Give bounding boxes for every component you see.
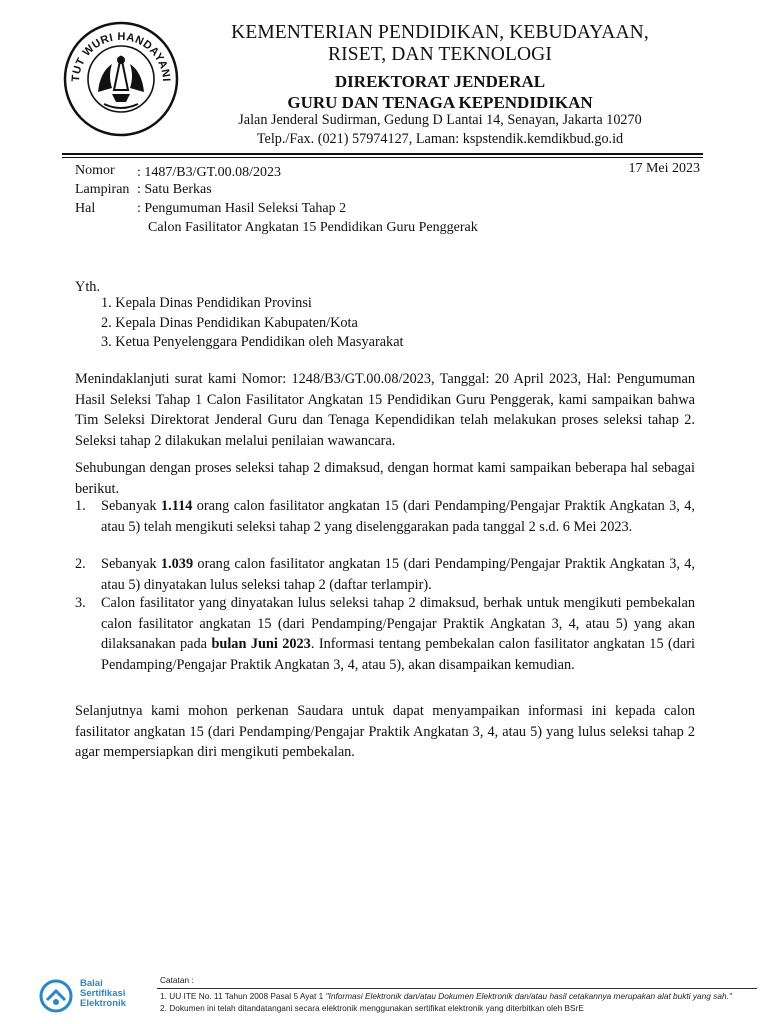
letter-date: 17 Mei 2023 [628,161,700,176]
paragraph-intro: Menindaklanjuti surat kami Nomor: 1248/B3/GT.00.08/2023, Tanggal: 20 April 2023, Hal: Pengumuman Hasil Seleksi Tahap 1 Calon Fasilitator Angkatan 15 Pendidikan Guru Penggerak, kami sampaikan bahwa Tim Seleksi Direktorat Jenderal Guru dan Tenaga Kependidikan telah melakukan proses seleksi tahap 2. Seleksi tahap 2 dilakukan melalui penilaian wawancara. [75,371,695,449]
address-line: Jalan Jenderal Sudirman, Gedung D Lantai 14, Senayan, Jakarta 10270 [238,112,642,128]
point-item-2: Sebanyak 1.039 orang calon fasilitator angkatan 15 (dari Pendamping/Pengajar Praktik Angkatan 3, 4, atau 5) dinyatakan lulus seleksi tahap 2 (daftar terlampir). [101,556,695,593]
nomor-label: Nomor [75,163,115,178]
contact-line: Telp./Fax. (021) 57974127, Laman: kspstendik.kemdikbud.go.id [256,131,624,147]
footer-divider [157,988,757,989]
point-number: 3. [75,595,86,611]
paragraph-context: Sehubungan dengan proses seleksi tahap 2 dimaksud, dengan hormat kami sampaikan beberapa hal sebagai berikut. [75,460,695,497]
recipient-item: 3. Ketua Penyelenggara Pendidikan oleh Masyarakat [101,334,404,350]
letterhead-divider-thick [62,153,703,155]
bsre-name [80,979,126,1009]
ministry-line-1: KEMENTERIAN PENDIDIKAN, KEBUDAYAAN, [231,22,649,43]
directorate-name [190,71,690,113]
letterhead-divider-thin [62,157,703,158]
nomor-value: : 1487/B3/GT.00.08/2023 [137,165,282,180]
point-number: 1. [75,498,86,514]
ministry-line-2: RISET, DAN TEKNOLOGI [328,44,552,65]
bsre-line: Sertifikasi [80,988,126,999]
point-number: 2. [75,556,86,572]
directorate-line-1: DIREKTORAT JENDERAL [334,72,546,91]
hal-label: Hal [75,201,96,216]
hal-value-continued: Calon Fasilitator Angkatan 15 Pendidikan Guru Penggerak [148,220,478,235]
recipient-item: 2. Kepala Dinas Pendidikan Kabupaten/Kota [101,315,358,331]
bsre-line: Elektronik [80,998,126,1009]
training-month: bulan Juni 2023 [211,636,311,653]
hal-value: : Pengumuman Hasil Seleksi Tahap 2 [137,201,347,216]
lampiran-label: Lampiran [75,182,130,197]
lampiran-value: : Satu Berkas [137,182,212,197]
bsre-line: Balai [80,978,103,989]
recipient-item: 1. Kepala Dinas Pendidikan Provinsi [101,295,312,311]
svg-text:TUT WURI HANDAYANI: TUT WURI HANDAYANI [69,30,173,83]
footer-note-1: 1. UU ITE No. 11 Tahun 2008 Pasal 5 Ayat 1 "Informasi Elektronik dan/atau Dokumen Elektronik dan/atau hasil cetakannya merupakan alat bukti yang sah." [160,991,732,1001]
catatan-label: Catatan : [160,975,194,985]
directorate-line-2: GURU DAN TENAGA KEPENDIDIKAN [287,93,593,112]
ministry-name [190,22,690,66]
bsre-logo-icon [38,978,74,1014]
kemendikbud-logo [62,20,180,138]
point-item-1: Sebanyak 1.114 orang calon fasilitator angkatan 15 (dari Pendamping/Pengajar Praktik Angkatan 3, 4, atau 5) telah mengikuti seleksi tahap 2 yang diselenggarakan pada tanggal 2 s.d. 6 Mei 2023. [101,498,695,535]
letterhead-address [190,111,690,149]
participant-count: 1.114 [160,498,193,514]
point-item-3: Calon fasilitator yang dinyatakan lulus seleksi tahap 2 dimaksud, berhak untuk mengikuti pembekalan calon fasilitator angkatan 15 (dari Pendamping/Pengajar Praktik Angkatan 3, 4, atau 5) yang akan dilaksanakan pada bulan Juni 2023. Informasi tentang pembekalan calon fasilitator angkatan 15 (dari Pendamping/Pengajar Praktik Angkatan 3, 4, atau 5), akan disampaikan kemudian. [101,595,695,673]
passed-count: 1.039 [160,556,194,572]
paragraph-closing: Selanjutnya kami mohon perkenan Saudara untuk dapat menyampaikan informasi ini kepada calon fasilitator angkatan 15 (dari Pendamping/Pengajar Praktik Angkatan 3, 4, atau 5) yang lulus seleksi tahap 2 agar mempersiapkan diri mengikuti pembekalan. [75,703,695,761]
salutation: Yth. [75,279,101,295]
footer-note-2: 2. Dokumen ini telah ditandatangani secara elektronik menggunakan sertifikat elektronik yang diterbitkan oleh BSrE [160,1003,584,1013]
